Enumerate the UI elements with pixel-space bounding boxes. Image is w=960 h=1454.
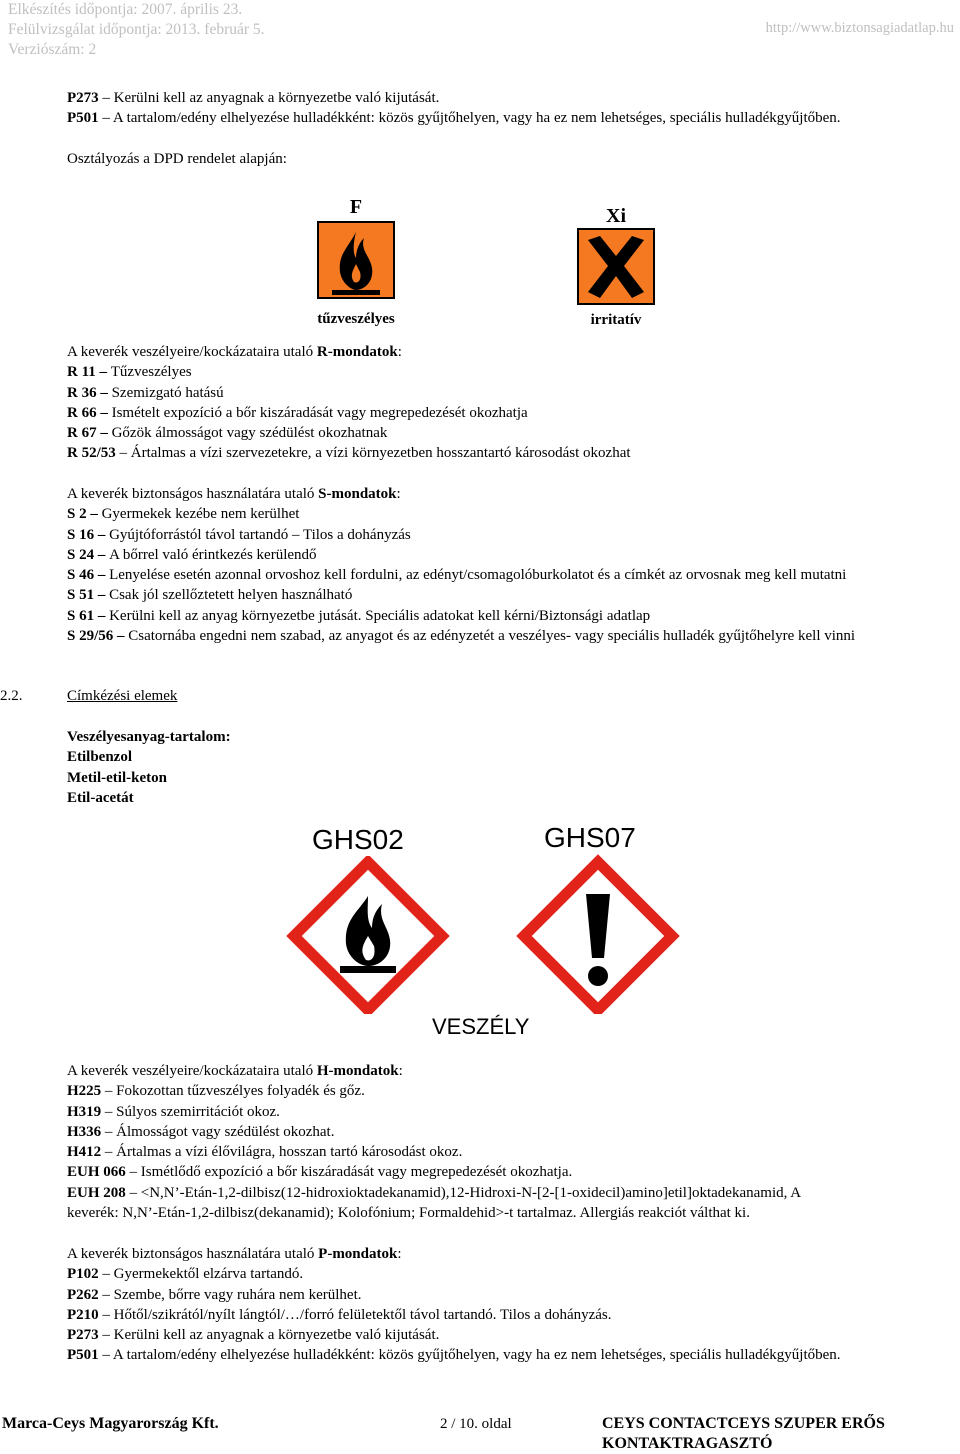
cross-icon (574, 228, 658, 306)
flame-icon (308, 220, 404, 302)
phrase-line: P262 – Szembe, bőrre vagy ruhára nem kerülhet. (67, 1286, 362, 1303)
hazard-substance: Etilbenzol (67, 749, 133, 766)
dpd-title: Osztályozás a DPD rendelet alapján: (67, 151, 287, 167)
exclamation-icon (514, 854, 682, 1014)
signal-word: VESZÉLY (432, 1014, 530, 1039)
phrase-line: R 11 – Tűzveszélyes (67, 364, 192, 381)
phrase-line: S 24 – A bőrrel való érintkezés kerülendő (67, 546, 317, 563)
revision-date: Felülvizsgálat időpontja: 2013. február 5. (8, 21, 265, 38)
symbol-caption: irritatív (590, 312, 642, 328)
ghs07-pictogram (514, 822, 682, 1014)
phrase-line: R 52/53 – Ártalmas a vízi szervezetekre, a vízi környezetben hosszantartó károsodást okozhat (67, 445, 631, 462)
hazard-substance: Metil-etil-keton (67, 769, 167, 786)
symbol-letter: Xi (606, 205, 626, 227)
top-p-phrases (67, 88, 960, 129)
phrase-line: H412 – Ártalmas a vízi élővilágra, hosszan tartó károsodást okoz. (67, 1144, 463, 1161)
flame-icon (284, 856, 452, 1014)
header-url[interactable]: http://www.biztonsagiadatlap.hu (765, 20, 954, 36)
hazard-content-title: Veszélyesanyag-tartalom: (67, 729, 231, 745)
s-phrases (67, 484, 960, 646)
symbol-letter: F (349, 196, 363, 218)
symbol-caption: tűzveszélyes (317, 311, 395, 327)
phrase-line: R 66 – Ismételt expozíció a bőr kiszáradását vagy megrepedezését okozhatja (67, 404, 528, 421)
phrase-line: P273 – Kerülni kell az anyagnak a környezetbe való kijutását. (67, 90, 440, 106)
footer-page-number: 2 / 10. oldal (440, 1416, 512, 1432)
document-header (8, 0, 265, 60)
ghs-label: GHS07 (544, 822, 636, 853)
phrase-line: S 61 – Kerülni kell az anyag környezetbe jutását. Speciális adatokat kell kérni/Biztonsági adatlap (67, 607, 651, 624)
phrase-line: P501 – A tartalom/edény elhelyezése hulladékként: közös gyűjtőhelyen, vagy ha ez nem lehetséges, speciális hulladékgyűjtőben. (67, 1347, 841, 1364)
footer-company: Marca-Ceys Magyarország Kft. (2, 1415, 219, 1432)
phrase-line: S 2 – Gyermekek kezébe nem kerülhet (67, 506, 300, 523)
product-name-line: KONTAKTRAGASZTÓ (602, 1435, 773, 1452)
phrase-line: H319 – Súlyos szemirritációt okoz. (67, 1103, 280, 1120)
r-intro: A keverék veszélyeire/kockázataira utaló R-mondatok: (67, 344, 402, 360)
hazard-substance: Etil-acetát (67, 789, 134, 806)
hazard-content (67, 727, 960, 808)
dpd-symbol-xi (574, 204, 658, 328)
h-intro: A keverék veszélyeire/kockázataira utaló H-mondatok: (67, 1063, 403, 1079)
footer-product (602, 1414, 885, 1454)
ghs-label: GHS02 (312, 824, 404, 855)
phrase-line: P210 – Hőtől/szikrától/nyílt lángtól/…/forró felületektől távol tartandó. Tilos a dohányzás. (67, 1306, 612, 1323)
phrase-line: P102 – Gyermekektől elzárva tartandó. (67, 1266, 304, 1283)
phrase-line: P273 – Kerülni kell az anyagnak a környezetbe való kijutását. (67, 1327, 440, 1344)
dpd-symbol-f (308, 194, 404, 327)
h-phrases (67, 1061, 960, 1223)
p-intro: A keverék biztonságos használatára utaló P-mondatok: (67, 1246, 402, 1262)
section-title: Címkézési elemek (67, 688, 178, 704)
phrase-line-continued: keverék: N,N’-Etán-1,2-dilbisz(dekanamid); Kolofónium; Formaldehid>-t tartalmaz. Allergiás reakciót válthat ki. (67, 1205, 750, 1222)
phrase-line: EUH 208 – <N,N’-Etán-1,2-dilbisz(12-hidroxioktadekanamid),12-Hidroxi-N-[2-[1-oxidecil)amino]etil]oktadekanamid, A (67, 1184, 802, 1201)
product-name-line: CEYS CONTACTCEYS SZUPER ERŐS (602, 1415, 885, 1432)
phrase-line: R 67 – Gőzök álmosságot vagy szédülést okozhatnak (67, 425, 388, 442)
phrase-line: S 29/56 – Csatornába engedni nem szabad, az anyagot és az edényzetét a veszélyes- vagy speciális hulladék gyűjtőhelyre kell vinni (67, 628, 856, 645)
p-phrases (67, 1244, 960, 1366)
phrase-line: P501 – A tartalom/edény elhelyezése hulladékként: közös gyűjtőhelyen, vagy ha ez nem lehetséges, speciális hulladékgyűjtőben. (67, 110, 841, 127)
phrase-line: H225 – Fokozottan tűzveszélyes folyadék és gőz. (67, 1083, 365, 1100)
r-phrases (67, 342, 960, 464)
ghs02-pictogram (284, 824, 452, 1014)
s-intro: A keverék biztonságos használatára utaló S-mondatok: (67, 486, 401, 502)
phrase-line: S 16 – Gyújtóforrástól távol tartandó – Tilos a dohányzás (67, 526, 411, 543)
phrase-line: H336 – Álmosságot vagy szédülést okozhat. (67, 1123, 335, 1140)
phrase-line: EUH 066 – Ismétlődő expozíció a bőr kiszáradását vagy megrepedezését okozhatja. (67, 1164, 573, 1181)
phrase-line: S 46 – Lenyelése esetén azonnal orvoshoz kell fordulni, az edényt/csomagolóburkolatot és a címkét az orvosnak meg kell mutatni (67, 567, 847, 584)
phrase-line: R 36 – Szemizgató hatású (67, 384, 224, 401)
creation-date: Elkészítés időpontja: 2007. április 23. (8, 1, 243, 18)
section-number: 2.2. (0, 688, 23, 704)
phrase-line: S 51 – Csak jól szellőztetett helyen használható (67, 587, 353, 604)
version-number: Verziószám: 2 (8, 41, 97, 58)
